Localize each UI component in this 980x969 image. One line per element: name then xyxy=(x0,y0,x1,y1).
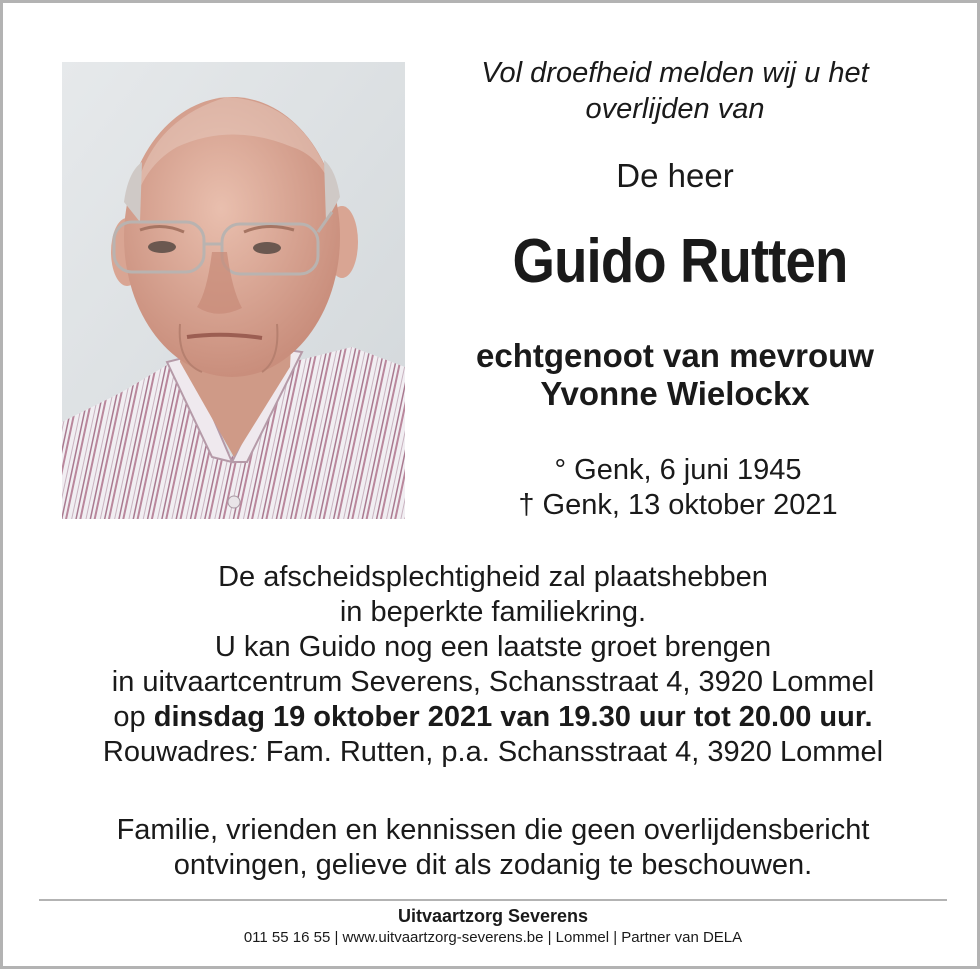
portrait-illustration xyxy=(62,62,405,519)
mourning-address xyxy=(33,735,953,770)
intro-line-1: Vol droefheid melden wij u het xyxy=(481,57,869,89)
deceased-name: Guido Rutten xyxy=(512,227,848,296)
ceremony-line-3: U kan Guido nog een laatste groet brengen xyxy=(214,631,772,663)
spouse-info xyxy=(433,337,917,413)
mourning-address-colon: : xyxy=(249,736,258,768)
honorific: De heer xyxy=(616,157,734,194)
family-line-1: Familie, vrienden en kennissen die geen overlijdensbericht xyxy=(116,814,870,846)
mourning-address-label: Rouwadres xyxy=(102,736,250,768)
ceremony-date-time: dinsdag 19 oktober 2021 van 19.30 uur tot 20.00 uur. xyxy=(153,701,873,733)
ceremony-line-2: in beperkte familiekring. xyxy=(339,596,647,628)
family-notice xyxy=(33,813,953,883)
intro-text xyxy=(433,55,917,127)
funeral-company-contact: 011 55 16 55 | www.uitvaartzorg-severens.be | Lommel | Partner van DELA xyxy=(243,929,743,946)
ceremony-date-prefix: op xyxy=(113,701,154,733)
ceremony-line-5 xyxy=(33,700,953,735)
intro-line-2: overlijden van xyxy=(585,93,765,125)
life-dates xyxy=(473,453,883,523)
footer-divider xyxy=(39,899,947,901)
ceremony-line-1: De afscheidsplechtigheid zal plaatshebben xyxy=(218,561,768,593)
funeral-company-name: Uitvaartzorg Severens xyxy=(397,906,589,926)
mourning-address-value: Fam. Rutten, p.a. Schansstraat 4, 3920 Lommel xyxy=(257,736,884,768)
family-line-2: ontvingen, gelieve dit als zodanig te beschouwen. xyxy=(173,849,813,881)
spouse-name: Yvonne Wielockx xyxy=(540,375,810,412)
spouse-line-1: echtgenoot van mevrouw xyxy=(476,337,874,374)
death-date: † Genk, 13 oktober 2021 xyxy=(518,489,838,521)
portrait-photo xyxy=(62,62,405,519)
ceremony-line-4: in uitvaartcentrum Severens, Schansstraat 4, 3920 Lommel xyxy=(111,666,875,698)
birth-date: ° Genk, 6 juni 1945 xyxy=(554,454,802,486)
ceremony-details xyxy=(33,560,953,770)
